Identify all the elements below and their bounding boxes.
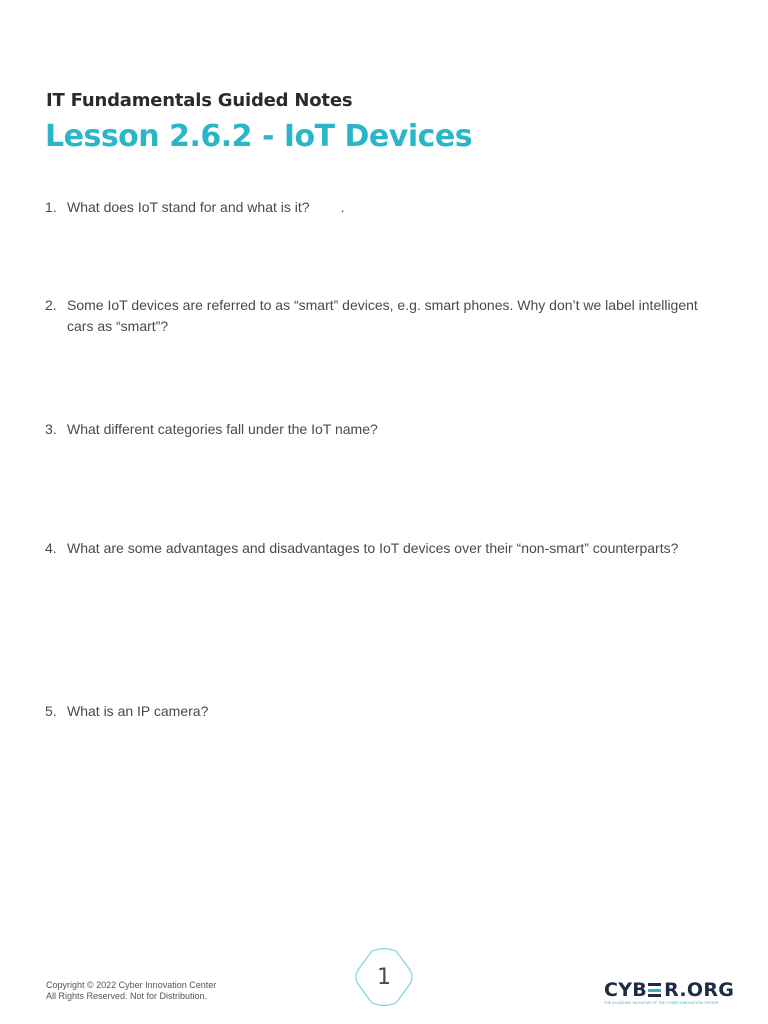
question-number: 5. [45, 703, 57, 719]
page-number-badge [352, 948, 416, 1006]
logo-tagline: THE ACADEMIC INITIATIVE OF THE CYBER INNOVATION CENTER [604, 1001, 719, 1005]
question-text: What different categories fall under the IoT name? [67, 421, 378, 437]
question-number: 4. [45, 540, 57, 556]
page-number: 1 [377, 964, 391, 990]
question-4 [45, 538, 725, 559]
question-number: 3. [45, 421, 57, 437]
question-number: 1. [45, 199, 57, 215]
document-subtitle: IT Fundamentals Guided Notes [46, 90, 353, 111]
question-2 [45, 295, 725, 337]
question-text: Some IoT devices are referred to as “smart” devices, e.g. smart phones. Why don’t we label intelligent cars as “smart”? [67, 297, 698, 334]
rights-line: All Rights Reserved. Not for Distribution. [46, 991, 208, 1001]
question-5 [45, 701, 725, 722]
copyright-line: Copyright © 2022 Cyber Innovation Center [46, 980, 217, 990]
question-3 [45, 419, 725, 440]
question-text: What is an IP camera? [67, 703, 209, 719]
question-1 [45, 197, 725, 218]
lesson-title: Lesson 2.6.2 - IoT Devices [45, 119, 473, 154]
question-text: What does IoT stand for and what is it? . [67, 199, 345, 215]
footer-copyright [46, 980, 216, 1002]
cyber-org-logo [604, 979, 735, 1005]
logo-e-icon [648, 983, 663, 997]
logo-wordmark: CYB R.ORG [604, 979, 735, 1001]
question-text: What are some advantages and disadvantages to IoT devices over their “non-smart” counterparts? [67, 540, 679, 556]
question-number: 2. [45, 297, 57, 313]
